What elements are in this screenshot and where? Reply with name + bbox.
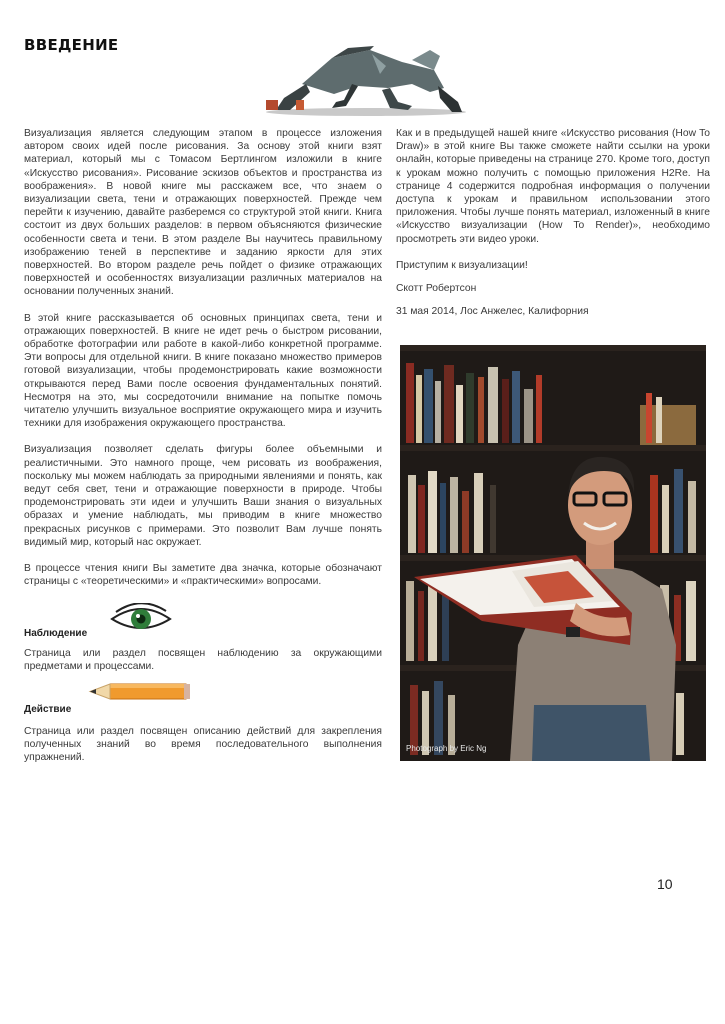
action-description: Страница или раздел посвящен описанию действий для закрепления полученных знаний во время последовательного выполнения упражнений. — [24, 725, 382, 763]
date-location: 31 мая 2014, Лос Анжелес, Калифорния — [396, 306, 589, 318]
author-photo — [400, 345, 706, 761]
action-label: Действие — [24, 703, 72, 715]
pencil-icon — [86, 681, 192, 703]
right-column — [396, 127, 710, 328]
page-number: 10 — [657, 876, 673, 892]
observation-label: Наблюдение — [24, 627, 88, 639]
closing-line: Приступим к визуализации! — [396, 259, 528, 271]
eye-icon — [108, 603, 174, 635]
observation-block — [24, 603, 382, 673]
observation-description: Страница или раздел посвящен наблюдению за окружающими предметами и процессами. — [24, 647, 382, 672]
robot-creature-illustration — [262, 40, 468, 118]
action-block — [24, 681, 382, 767]
photo-caption: Photograph by Eric Ng — [406, 744, 487, 753]
left-column — [24, 127, 382, 767]
intro-paragraph-4: В процессе чтения книги Вы заметите два значка, которые обозначают страницы с «теоретическими» и «практическими» вопросами. — [24, 563, 382, 588]
intro-paragraph-1: Визуализация является следующим этапом в процессе изложения автором своих идей после рисования. За основу этой книги взят материал, который мы с Томасом Бертлингом изложили в книге «Искусство рисования». Рисование эскизов объектов и пространства из воображения». В новой книге мы расскажем все, что знаем о визуализации света, тени и отражающих поверхностей. Прежде чем перейти к изучению, давайте разберемся со структурой этой книги. Книга состоит из двух больших разделов: в первом объясняются физические особенности света и тени. В этом разделе Вы научитесь правильному изображению теней в перспективе и заданию яркости для этих поверхностей. Во втором разделе речь пойдет о физике отражающих поверхностей и особенностях визуализации различных материалов на основании полученных знаний. — [24, 128, 382, 298]
author-signature: Скотт Робертсон — [396, 283, 477, 295]
intro-paragraph-3: Визуализация позволяет сделать фигуры более объемными и реалистичными. Это намного проще, чем рисовать из воображения, поскольку мы можем наблюдать за природными явлениями и понять, как ведут себя свет, тени и отражающие поверхности в природе. Чтобы продемонстрировать эти идеи и улучшить Ваши знания о визуальных образах и умение наблюдать, мы приводим в книге множество прекрасных рисунков с примерами. Это позволит Вам лучше понять видимый мир, который нас окружает. — [24, 444, 382, 548]
right-paragraph: Как и в предыдущей нашей книге «Искусство рисования (How To Draw)» в этой книге Вы также сможете найти ссылки на уроки онлайн, которые приведены на странице 270. Кроме того, доступ к урокам можно получить с помощью приложения H2Re. На странице 4 содержится подробная информация о получении доступа к урокам и правильном использовании этого приложения. Чтобы лучше понять материал, изложенный в книге «Искусство визуализации (How To Render)», необходимо просмотреть эти видео уроки. — [396, 128, 710, 245]
intro-paragraph-2: В этой книге рассказывается об основных принципах света, тени и отражающих поверхностей. В книге не идет речь о быстром рисовании, обработке фотографии или работе в какой-либо конкретной программе. Эти вопросы для отдельной книги. В книге показано множество примеров готовой визуализации, чтобы продемонстрировать какие возможности открываются перед Вами после освоения фундаментальных понятий. Несмотря на это, мы сосредоточили внимание на попытке помочь читателю улучшить визуальное восприятие окружающего мира и изучить техники для изображения окружающего пространства. — [24, 312, 382, 430]
page-title: ВВЕДЕНИЕ — [24, 36, 119, 54]
